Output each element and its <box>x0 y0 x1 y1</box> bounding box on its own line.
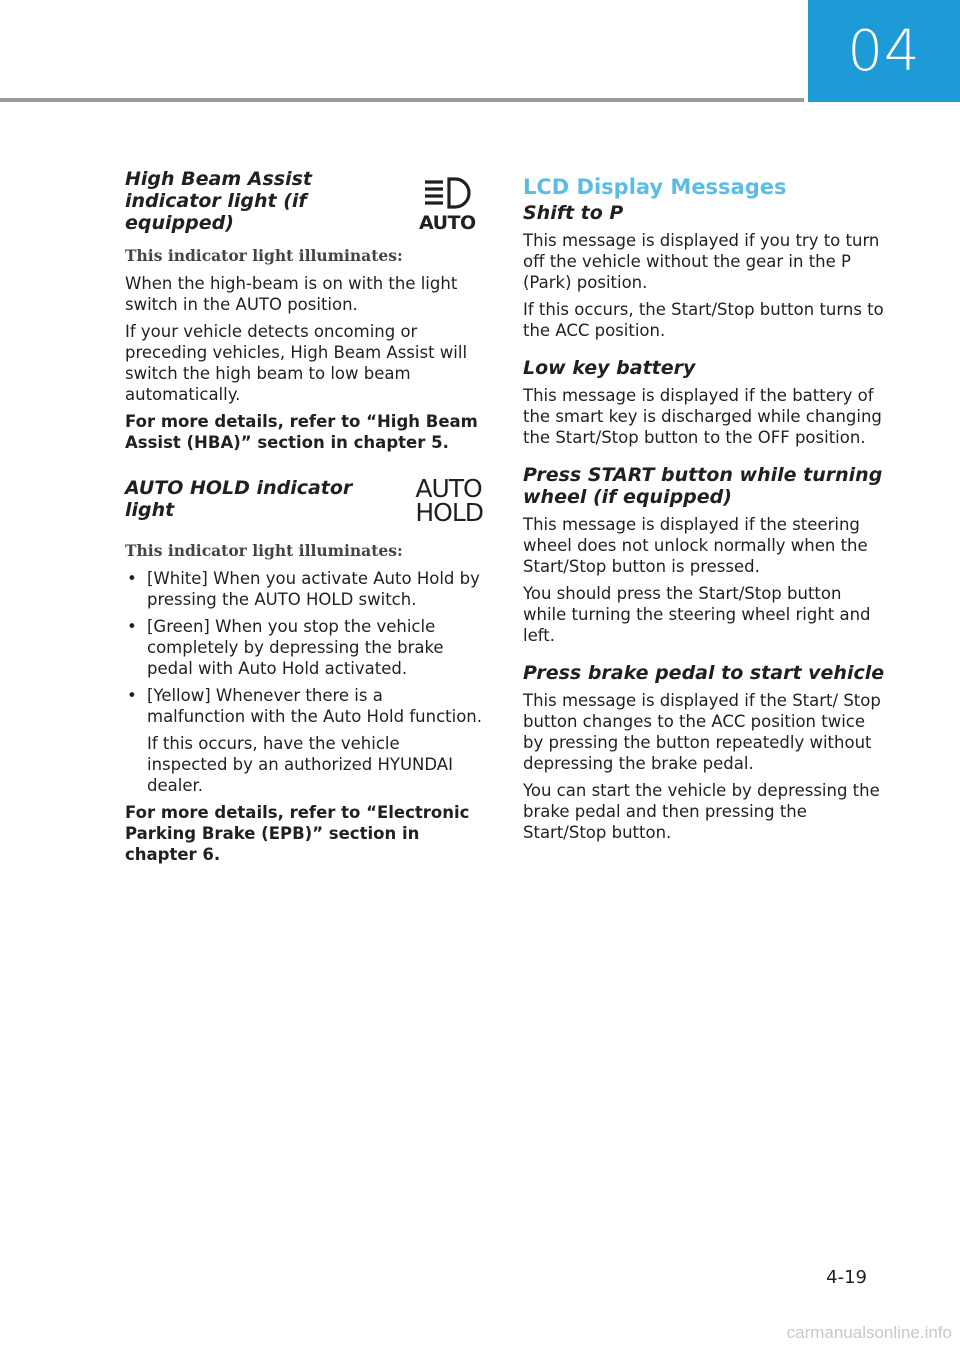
header-rule <box>0 98 804 102</box>
autohold-bullet-list <box>125 568 485 727</box>
section-title: LCD Display Messages <box>523 175 787 199</box>
message-para: This message is displayed if the battery of the smart key is discharged while changing the Start/Stop button to the OFF position. <box>523 386 882 447</box>
bullet-text: [White] When you activate Auto Hold by pressing the AUTO HOLD switch. <box>147 569 480 609</box>
message-title-shift-to-p: Shift to P <box>523 202 624 224</box>
autohold-title: AUTO HOLD indicator light <box>125 477 353 521</box>
message-para: You should press the Start/Stop button while turning the steering wheel right and left. <box>523 584 871 645</box>
hba-title: High Beam Assist indicator light (if equipped) <box>125 168 312 234</box>
list-item: • [Green] When you stop the vehicle completely by depressing the brake pedal with Auto Hold activated. <box>127 617 444 678</box>
message-para: This message is displayed if the steering wheel does not unlock normally when the Start/Stop button is pressed. <box>523 515 868 576</box>
autohold-lead: This indicator light illuminates: <box>125 541 403 560</box>
autohold-heading-row <box>125 474 485 527</box>
hba-para-1: When the high-beam is on with the light switch in the AUTO position. <box>125 274 458 314</box>
high-beam-assist-icon <box>419 176 479 233</box>
hba-heading-row <box>125 168 485 234</box>
hba-lead: This indicator light illuminates: <box>125 246 403 265</box>
right-column <box>523 170 885 849</box>
message-para: This message is displayed if you try to turn off the vehicle without the gear in the P (Park) position. <box>523 231 880 292</box>
list-item: • [White] When you activate Auto Hold by pressing the AUTO HOLD switch. <box>127 569 480 609</box>
message-title-low-key-battery: Low key battery <box>523 357 696 379</box>
message-title-press-start: Press START button while turning wheel (if equipped) <box>523 464 883 508</box>
message-para: This message is displayed if the Start/ Stop button changes to the ACC position twice by pressing the button repeatedly without depressing the brake pedal. <box>523 691 881 773</box>
auto-hold-icon-line-2: HOLD <box>415 498 483 527</box>
message-para: You can start the vehicle by depressing the brake pedal and then pressing the Start/Stop button. <box>523 781 880 842</box>
autohold-note: If this occurs, have the vehicle inspected by an authorized HYUNDAI dealer. <box>147 734 453 795</box>
auto-hold-icon-line-1: AUTO <box>415 474 482 503</box>
message-title-press-brake: Press brake pedal to start vehicle <box>523 662 885 684</box>
page-number: 4-19 <box>826 1267 867 1288</box>
list-item: • [Yellow] Whenever there is a malfunction with the Auto Hold function. <box>127 686 482 726</box>
bullet-text: [Yellow] Whenever there is a malfunction with the Auto Hold function. <box>147 686 482 726</box>
hba-icon-label: AUTO <box>419 212 476 234</box>
bullet-text: [Green] When you stop the vehicle completely by depressing the brake pedal with Auto Hold activated. <box>147 617 444 678</box>
hba-para-2: If your vehicle detects oncoming or preceding vehicles, High Beam Assist will switch the high beam to low beam automatically. <box>125 322 468 404</box>
auto-hold-icon <box>415 474 483 527</box>
autohold-reference: For more details, refer to “Electronic Parking Brake (EPB)” section in chapter 6. <box>125 803 470 864</box>
hba-reference: For more details, refer to “High Beam Assist (HBA)” section in chapter 5. <box>125 412 478 452</box>
left-column <box>125 168 485 871</box>
chapter-tab: 04 <box>808 0 960 102</box>
watermark: carmanualsonline.info <box>786 1323 952 1342</box>
headlamp-icon <box>419 176 477 210</box>
message-para: If this occurs, the Start/Stop button turns to the ACC position. <box>523 300 884 340</box>
